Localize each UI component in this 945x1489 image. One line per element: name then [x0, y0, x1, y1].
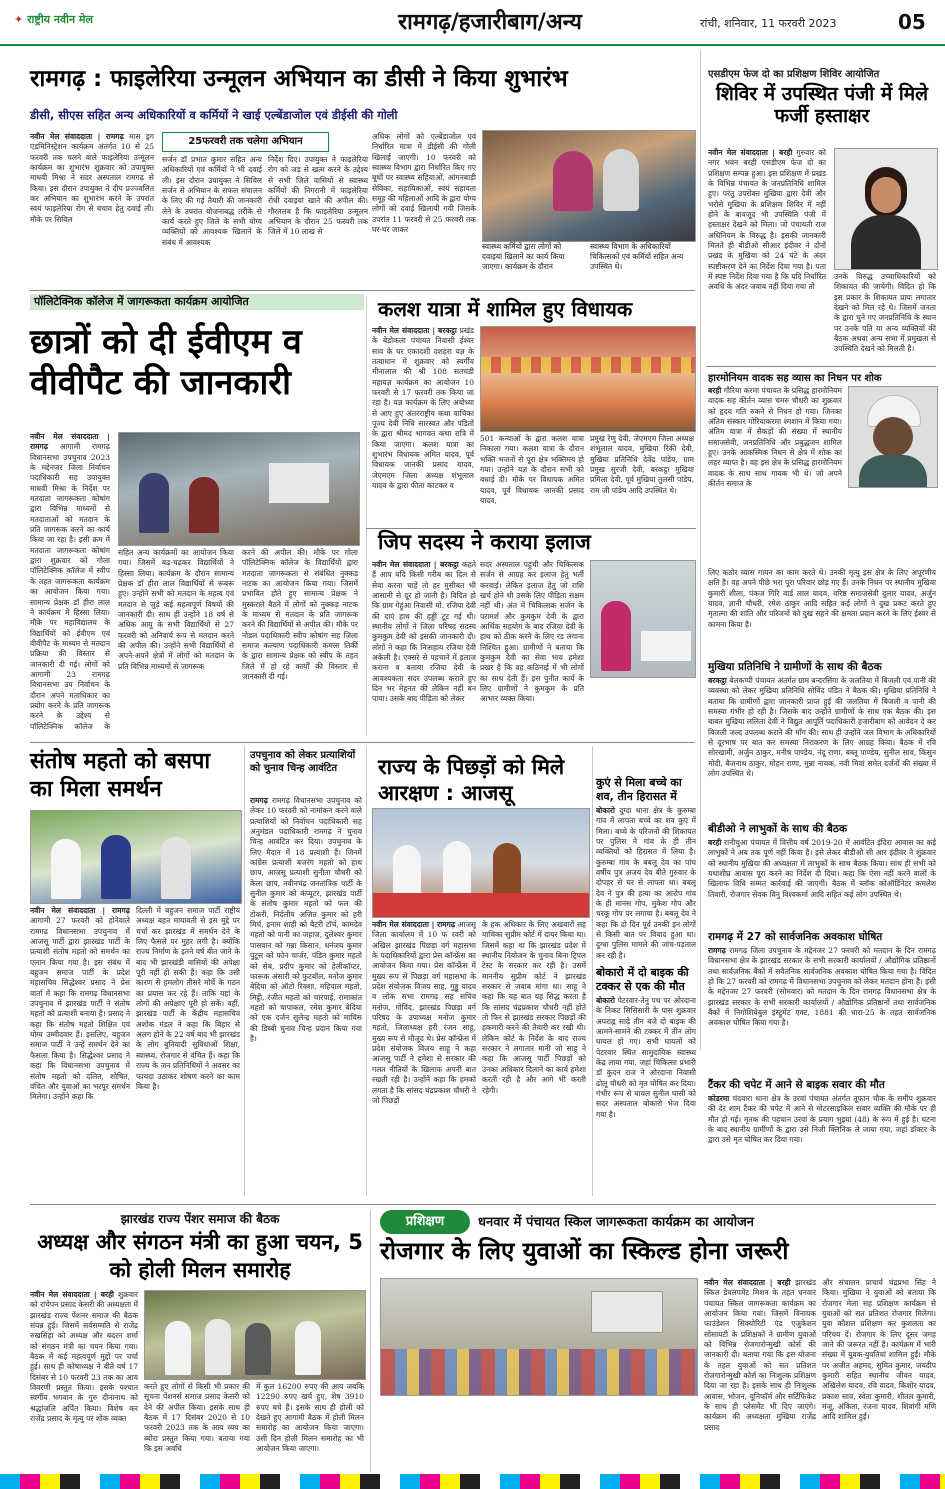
story2-text-left: नवीन मेल संवाददाता | बरही गुरुवार को नगर भवन बरही एसडीएम फेज दो का प्रशिक्षण सम्पन्न हुआ। इस प्रशिक्षण में प्रखंड के विभिन्न पंचायत के जनप्रतिनिधि शामिल हुए। परंतु उपरोक्त मुखिया द्वारा देवी और भरोसे मुखिया के प्रशिक्षण शिविर में नहीं होने के बावजूद भी उपस्थिति पंजी में हस्ताक्षर देखने को मिला। जो पंचायती राज अधिनियम के विरुद्ध है। इसकी जानकारी मिलते ही बीडीओ सीआर इंदीवर ने दोनों प्रखंड के मुखिया को 24 घंटे के अंदर स्पष्टीकरण देने का निर्देश दिया गया है। पता में स्पष्ट निर्देश दिया गया है कि यदि निर्धारित अवधि के अंदर जवाब नहीं दिया गया तो	[708, 148, 826, 292]
story16-col1: नवीन मेल संवाददाता | बरही शुक्रवार को रांचेपन प्रसाद केसरी की अध्यक्षता में झारखंड राज्य पेंशनर समाज की बैठक संपन्न हुई। जिसमें सर्वसम्मति से राजेंद्र रुखसिंहा को अध्यक्ष और बदरन शर्मा को संगठन मंत्री का चयन किया गया। बैठक में कई महत्वपूर्ण मुद्दों पर चर्चा हुई। साथ ही कोषाध्यक्ष ने बीते वर्ष 17 दिसंबर से 10 फरवरी 23 तक का आय विवरणी प्रस्तुत किया। इसके पश्चात स्वर्गीय भगवान के गुरु दीनानाथ को श्रद्धांजलि अर्पित किया। विशेष कर राजेंद्र प्रसाद के मृत्यु पर शोक व्यक्त	[30, 1290, 138, 1424]
story17-photo	[380, 1278, 698, 1396]
story17-tag: प्रशिक्षण	[380, 1210, 470, 1234]
story1-caption1: स्वास्थ्य कर्मियों द्वारा लोगों को दवाइयां खिलाने का कार्य किया जाएगा। कार्यक्रम के दौरान	[482, 242, 565, 271]
story15-text: बोकारो पेटरवार-तेनु पथ पर ओरदाना के निकट सिसिसारी के पास शुक्रवार अपराह्न साढ़े तीन बजे दो बाइक की आमने-सामने की टक्कर में तीन लोग घायल हो गए। सभी घायलों को पेटरवार स्थित सामुदायिक स्वास्थ्य केंद्र लाया गया, जहां चिकित्सा प्रभारी डॉ कुंदन राज ने ओरदाना निवासी ढोलू चौधरी को मृत घोषित कर दिया। गंभीर रूप से घायल सुनील घासी को सदर अस्पताल बोकारो भेज दिया गया है।	[596, 996, 696, 1119]
story5-kicker: हारमोनियम वादक सह व्यास का निधन पर शोक	[708, 373, 882, 384]
bird-icon: ✦	[14, 13, 24, 26]
story4-col1: नवीन मेल संवाददाता | बरकट्ठा प्रखंड के बेडोकला पंचायत निवासी ईश्वर साव के घर एकादशी दशहरा यज्ञ के तत्वाधान में शुक्रवार को स्वर्गीय मीनालाल की श्री 108 सतचंडी महायज्ञ कार्यक्रम का आयोजन 10 फरवरी से 17 फरवरी तक किया जा रहा है। यज्ञ कार्यक्रम के लिए अयोध्या से आए हुए अंतरराष्ट्रीय कथा वाचिका पूज्य देवी निधि सारस्वत और पंडितों के द्वारा श्रीमद भागवत कथा रात्रि में किया जाएगा। कलश यात्रा का शुभारंभ विधायक अमित यादव, पूर्व विधायक जानकी प्रसाद यादव, जेएमएम जिला अध्यक्ष शंभूलाल यादव के द्वारा फीता काटकर व	[372, 326, 474, 491]
story9-text: कोडरमा चंदवारा थाना क्षेत्र के उरवां पंचायत अंतर्गत तूफान चौक के समीप शुक्रवार की देर शाम टैंकर की चपेट में आने से मोटरसाइकिल सवार व्यक्ति की मौके पर ही मौत हो गई। मृतक की पहचान उरवां के प्रयाग भुइयां (48) के रूप में हुई है। घटना के बाद स्थानीय ग्रामीणों के द्वारा उसे निजी क्लिनिक ले जाया गया, जहां डॉक्टर के द्वारा उसे मृत घोषित कर दिया गया।	[708, 1094, 936, 1145]
story13-photo	[372, 808, 590, 918]
story4-col2: 501 कन्याओं के द्वारा कलश यात्रा निकाला गया। कलश यात्रा के दौरान भक्ति भजनों से पूरा क्षेत्र भक्तिमय हो गया। उन्होंने यज्ञ के दौरान सभी को बधाई दी। मौके पर विधायक अमित यादव, पूर्व विधायक जानकी प्रसाद यादव,	[480, 434, 584, 506]
story1-photo	[482, 130, 696, 242]
masthead-dateline: रांची, शनिवार, 11 फरवरी 2023	[700, 17, 837, 30]
story2-headline: शिविर में उपस्थित पंजी में मिले फर्जी हस्ताक्षर	[716, 83, 928, 127]
story17-headline: रोजगार के लिए युवाओं का स्किल्ड होना जरूरी	[380, 1237, 789, 1265]
story16-headline: अध्यक्ष और संगठन मंत्री का हुआ चयन, 5 को होली मिलन समारोह	[37, 1230, 363, 1283]
story16-kicker: झारखंड राज्य पेंशर समाज की बैठक	[120, 1212, 280, 1226]
story17-kicker: धनवार में पंचायत स्किल जागरूकता कार्यक्रम का आयोजन	[478, 1215, 755, 1230]
masthead	[0, 0, 945, 46]
story3-kicker: पॉलिटेक्निक कॉलेज में जागरूकता कार्यक्रम आयोजित	[30, 294, 364, 310]
story5-text-top: बरही गौरिया करमा पंचायत के प्रसिद्ध हारमोनियम वादक सह कीर्तन व्यास चमरु चौधरी का शुक्रवार को हृदय गति रुकने से निधन हो गया। जिनका अंतिम संस्कार गोरियाकरमा श्मशान में किया गया। अंतिम यात्रा में सैकड़ों की संख्या में स्थानीय समाजसेवी, जनप्रतिनिधि और प्रबुद्धजन शामिल हुए। उनके आकस्मिक निधन से क्षेत्र में शोक का लहर व्याप्त है। वह इस क्षेत्र के प्रसिद्ध हारमोनियम वादक के साथ साथ गायक भी थे। जो अपने कीर्तन समाज के	[708, 386, 842, 489]
story2-kicker: एसडीएम फेज दो का प्रशिक्षण शिविर आयोजित	[708, 69, 880, 80]
story17-col1: नवीन मेल संवाददाता | बरही झारखंड स्किल डेवलपमेंट मिशन के तहत धनवार पंचायत स्किल जागरूकता कार्यक्रम का आयोजन किया गया। जिसमें विनायक फाउंडेशन सिक्योरिटी एंड एजुकेशन सोसायटी के प्रशिक्षकों ने ग्रामीण युवाओं को विभिन्न रोजगारोन्मुखी कोर्स की जानकारी दी। बताया गया कि इस योजना के तहत युवाओं को सत प्रतिशत रोजगारोन्मुखी कोर्स का निःशुल्क प्रशिक्षण दिया जा रहा है। इसके साथ ही निःशुल्क आवास, भोजन, यूनिफॉर्म और सर्टिफिकेट के साथ ही प्लेसमेंट भी दिए जाएंगे। कार्यक्रम की अध्यक्षता मुखिया राजेंद्र प्रसाद	[704, 1278, 816, 1432]
story10-col1: नवीन मेल संवाददाता | बरकट्ठा कहते हैं आप यदि किसी गरीब का दिल से सेवा करना चाहें तो हर मुसीबत भी आसानी से दूर हो जाती है। विदित हो कि ग्राम गेहुंआ निवासी मो. रजिया देवी की दाएं हाथ की हड्डी टूट गई थी। स्थानीय लोगों ने जिला परिषद सदस्य कुमकुम देवी को इसकी जानकारी दी। लोगों ने कहा कि निःसहाय रजिया देवी अकेली है। एक्सरे से पहचाने में इलाज कराना व बताया रजिया देवी के आवश्यकता सदर उपलब्ध कराते हुए दिन भर मेहनत की लेकिन नहीं बन पाया। उसके बाद पीड़िता को लेकर	[372, 560, 476, 704]
story4-col3: प्रमुख रेणु देवी, जेएमएम जिला अध्यक्ष शंभूलाल यादव, मुखिया रिंकी देवी, मुखिया प्रतिनिधि देवेंद्र पांडेय, ग्राम प्रमुख सुरजी देवी, बरकट्ठा मुखिया प्रमिला देवी, पूर्व मुखिया तुलसी पांडेय, राम जी पांडेय आदि उपस्थित थे।	[590, 434, 694, 495]
story3-col3: करने की अपील की। मौके पर गोला पॉलिटेक्निक कॉलेज के विद्यार्थियों द्वारा मतदाता जागरूकता से संबंधित नुक्कड़ नाटक का आयोजन किया गया। जिसमें प्रभावित होते हुए सामान्य प्रेक्षक ने मुस्कराते बैठने में लोगों को नुक्कड़ नाटक के माध्यम से मतदान के प्रति जागरूक करने की विद्यार्थियों से अपील की। मौके पर नोडल पदाधिकारी स्वीप कोषांग सह जिला समाज कल्याण पदाधिकारी कमला तिर्की के द्वारा सामान्य प्रेक्षक को स्वीप के तहत जिले में हो रहे कार्यों की विस्तार से जानकारी दी गई।	[242, 548, 358, 682]
story13-headline: राज्य के पिछड़ों को मिले आरक्षण : आजसू	[378, 755, 565, 806]
story17-col2: और संचालन प्राचार्य चंद्रप्रभा सिंह ने किया। मुखिया ने युवाओं को बताया कि रोजगार मेला सह प्रशिक्षण कार्यक्रम से युवाओं को सत प्रतिशत रोजगार मिलेगा। युवा कौशल प्रशिक्षण कर कुशलता का परिचय दें। रोजगार के लिए दूसर जगह जाने की जरूरत नहीं है। कार्यक्रम में भारी संख्या में युवक-युवतियां शामिल हुईं। मौके पर अजीत अहमद, सुमित कुमार, जयदीप कुमारी सहित स्थानीय जीवन यादव, अखिलेश यादव, रवि यादव, किशोर यादव, प्रकाश साव, स्वेता कुमारी, शीतल कुमारी, मंजू, अंकिता, रंजना यादव, शिवांगी मणि आदि शामिल हुईं।	[822, 1278, 936, 1422]
masthead-logo: ✦ राष्ट्रीय नवीन मेल	[14, 13, 93, 26]
story9-kicker: टैंकर की चपेट में आने से बाइक सवार की मौत	[708, 1079, 885, 1091]
story13-col1: नवीन मेल संवाददाता | रामगढ़ आजसू जिला कार्यालय में 10 फ रवरी को अखिल झारखंड पिछड़ा वर्ग महासभा के पदाधिकारियों द्वारा प्रेस कॉन्फ्रेंस का आयोजन किया गया। प्रेस कॉन्फ्रेंस में मुख्य रूप से पिछड़ा वर्ग महासभा के प्रदेश संयोजक विजय साह, गुड्डू यादव व लोक सभा रामगढ़ सह सचिव मनोज, गोविंद, झारखंड पिछड़ा वर्ग परिषद के उपाध्यक्ष मनोज कुमार महतो, जिलाध्यक्ष हरी रंजन साहू, मुख्य रूप से मौजूद थे। प्रेस कॉन्फ्रेंस में प्रदेश संयोजक विजय साहू ने कहा आजसू पार्टी ने हमेशा से सरकार की गलत नीतियों के खिलाफ अपनी बात रखती रही है। उन्होंने कहा कि हमको लगता है कि सांसद चंद्रप्रकाश चौधरी ने जो पिछड़ों	[372, 920, 476, 1105]
story8-text: रामगढ़ रामगढ़ जिला उपचुनाव के मद्देनजर 27 फरवरी को मतदान के दिन रामगढ़ विधानसभा क्षेत्र के झारखंड सरकार के सभी सरकारी कार्यालयों / औद्योगिक प्रतिष्ठानों तथा सार्वजनिक बैंकों में सवैतनिक सार्वजनिक अवकाश घोषित किया गया है। विदित हो कि 27 फरवरी को रामगढ़ में विधानसभा उपचुनाव को लेकर मतदान होना है। इसी के मद्देनजर 27 फरवरी (सोमवार) को मतदान के दिन रामगढ़ विधानसभा क्षेत्र के झारखंड सरकार के सभी सरकारी कार्यालयों / औद्योगिक प्रतिष्ठानों तथा सार्वजनिक बैंकों में निगोशियेबुल इंस्ट्रूमेंट एक्ट, 1881 की धारा-25 के तहत सार्वजनिक अवकाश घोषित किया गया है।	[708, 946, 936, 1028]
story5-photo	[848, 386, 938, 488]
story5-text-bottom: लिए कठोर व्यास गायन का काम करते थे। उनकी मृत्यु इस क्षेत्र के लिए अपूरणीय क्षति है। वह अपने पीछे भरा पूरा परिवार छोड़ गए हैं। उनके निधन पर स्थानीय मुखिया कुमारी शीला, पंकज गिरि वार्ड लाल यादव, वरिष्ठ समाजसेवी दुलार यादव, अर्जुन यादव, ज्ञानी चौधरी, रमेश ठाकुर आदि सहित कई लोगों ने दुख प्रकट करते हुए मृतात्मा की शांति और परिजनों को दुख सहने की क्षमता प्रदान करने के लिए ईश्वर से कामना किया है।	[708, 568, 936, 629]
story3-col2: सहित अन्य कार्यक्रमों का आयोजन किया गया। जिसमें बढ़-चढ़कर विद्यार्थियों ने हिस्सा लिया। कार्यक्रम के दौरान सामान्य प्रेक्षक डॉ हीरा लाल विद्यार्थियों से रूबरू हुए। उन्होंने सभी को मतदान के महत्व एवं मतदान से जुड़े कई महत्वपूर्ण विषयों की जानकारी दी। साथ ही उन्होंने 18 वर्ष से अधिक आयु के सभी विद्यार्थियों से 27 फरवरी को अनिवार्य रूप से मतदान करने की अपील की। उन्होंने सभी विद्यार्थियों से अपने-अपने क्षेत्रों में लोगों को मतदान के प्रति विभिन्न माध्यमों से जागरूक	[118, 548, 234, 671]
registration-strip	[0, 1474, 945, 1489]
story1-col1: नवीन मेल संवाददाता | रामगढ़ मास ड्रग एडमिनिस्ट्रेशन कार्यक्रम अंतर्गत 10 से 25 फरवरी तक चलने वाले फाइलेरिया उन्मूलन कार्यक्रम का शुभारंभ शुक्रवार को उपायुक्त माधवी मिश्रा ने सदर अस्पताल रामगढ़ से किया। इस दौरान उपायुक्त ने दीप प्रज्ज्वलित कर अभियान का शुभारंभ करने के उपरांत स्वयं फाइलेरिया रोग से बचाव हेतु दवाई ली। मौके पर सिविल	[30, 132, 154, 224]
story16-photo	[144, 1290, 366, 1380]
story11-col1: नवीन मेल संवाददाता | रामगढ़ आगामी 27 फरवरी को होनेवाले रामगढ़ विधानसभा उपचुनाव में आजसू पार्टी द्वारा झारखंड पार्टी के प्रत्याशी संतोष महतो को समर्थन का एलान किया गया है। इस संबंध में बहुजन समाज पार्टी के प्रदेश महासचिव सिद्धेश्वर प्रसाद ने प्रेस वार्ता में कहा कि रामगढ़ विधानसभा उपचुनाव में झारखंड पार्टी ने संतोष महतो को प्रत्याशी बनाया है। प्रसाद ने कहा कि संतोष महतो शिक्षित एवं योग्य उम्मीदवार हैं। इसलिए, बहुजन समाज पार्टी ने उन्हें समर्थन देने का फैसला किया है। सिद्धेश्वर प्रसाद ने कहा कि विधानसभा उपचुनाव में संतोष महतो को दलित, शोषित, वंचित और युवाओं का भरपूर समर्थन मिलेगा। उन्होंने कहा कि	[30, 906, 130, 1102]
story14-text: बोकारो दुग्दा थाना क्षेत्र के कुरुम्बा गांव में लापता बच्चे का शव कुएं में मिला। बच्चे के परिजनों की शिकायत पर पुलिस ने गांव के ही तीन व्यक्तियों को हिरासत में लिया है। कुरुम्बा गांव के बबलू देव का पांच वर्षीय पुत्र अजय देव बीते गुरुवार के दोपहर से घर से लापता था। बबलू देव ने पुत्र की हत्या का आरोप गांव के ही मानस गोप, मुकेश गोप और चरकू गोप पर लगाया है। बबलू देव ने कहा कि दो दिन पूर्व उनकी इन लोगों से किसी बात पर विवाद हुआ था। दुग्धा पुलिस मामले की जांच-पड़ताल कर रही है।	[596, 806, 696, 960]
story3-headline: छात्रों को दी ईवीएम व वीवीपैट की जानकारी	[30, 322, 302, 403]
story1-col4: अधिक लोगों को एल्बेंडाजोल एवं निर्धारित मात्रा में डीईसी की गोली खिलाई जाएगी। 10 फरवरी को स्वास्थ्य विभाग द्वारा निर्धारित किए गए बूथों पर स्वास्थ्य सहियाओं, आंगनबाड़ी सेविका, सहायिकाओं, स्वयं सहायता समूह की महिलाओं आदि के द्वारा योग्य लोगों को दवाई खिलायी गयी जिसके उपरांत 11 फरवरी से 25 फरवरी तक घर-घर जाकर	[372, 132, 476, 235]
story1-box-title: 25फरवरी तक चलेगा अभियान	[162, 132, 329, 152]
story2-photo	[834, 148, 938, 270]
story1-col2: सर्जन डॉ प्रभात कुमार सहित अन्य अधिकारियों एवं कर्मियों ने भी दवाई ली। इस दौरान उपायुक्त ने सिविल सर्जन से अभियान के सफल संचालन के लिए की गई तैयारी की जानकारी लेने के उपरांत योजनाबद्ध तरीके से कार्य करते हुए जिले के सभी योग्य व्यक्तियों को आवश्यक खिलाने के संबंध में आवश्यक	[162, 155, 262, 247]
story16-col3: में कुल 16200 रुपए की आय जबकि 12290 रुपए खर्च हुए, शेष 3910 रुपए बचे हैं। इसके साथ ही होली को देखते हुए आगामी बैठक में होली मिलन समारोह का आयोजन किया जाएगा। उसी दिन होली मिलन समारोह का भी आयोजन किया जाएगा।	[256, 1382, 364, 1454]
story6-kicker: मुखिया प्रतिनिधि ने ग्रामीणों के साथ की बैठक	[708, 661, 882, 673]
story4-photo	[480, 326, 696, 432]
story14-headline: कुएं से मिला बच्चे का शव, तीन हिरासत में	[596, 776, 682, 803]
story15-headline: बोकारो में दो बाइक की टक्कर से एक की मौत	[596, 966, 689, 993]
story1-caption2: स्वास्थ्य विभाग के अधिकारियों चिकित्सकों एवं कर्मियों सहित अन्य उपस्थित थे।	[590, 242, 684, 271]
story11-photo	[30, 810, 242, 904]
section-title: रामगढ़/हजारीबाग/अन्य	[398, 10, 582, 35]
story10-photo	[590, 560, 696, 678]
story10-headline: जिप सदस्य ने कराया इलाज	[378, 530, 591, 554]
story12-col1: रामगढ़ रामगढ़ विधानसभा उपचुनाव को लेकर 10 फरवरी को नामांकन करने वाले प्रत्याशियों को निर्वाचन पदाधिकारी सह अनुमंडल पदाधिकारी रामगढ़ ने चुनाव चिन्ह आवंटित कर दिया। उपचुनाव के लिए मैदान में 18 प्रत्याशी हैं। जिनमें कांग्रेस प्रत्याशी बजरंग महतो को हाथ छाप, आजसू प्रत्याशी सुनीता चौधरी को केला छाप, नवीनचंद्र जनतांत्रिक पार्टी के सुनील कुमार को कंप्यूटर, झारखंड पार्टी के संतोष कुमार महतो को फल की टोकरी, निर्दलीय अजित कुमार को हरी मिर्च, इनाम शाही को बैटरी टॉर्च, कामदेव महतो को पानी का जहाज, दुलेश्वर कुमार पासवान को गन्ना किसान, धनंजय कुमार पुटूस को फोन चार्जर, पंडित कुमार महतो को सेब, प्रदीप कुमार को हेलीकॉप्टर, फारूक अंसारी को फुटबॉल, मनोज कुमार बेदिया को ऑटो रिक्शा, महिपाल महतो, मिट्ठी, रंजीत महतो को चारपाई, रामाकांत महतो को चापाकल, रमेश कुमार बेदिया को एक दर्जन सुलेन्द्र महतो को माचिस की डिब्बी चुनाव चिन्ह प्रदान किया गया है।	[250, 796, 362, 1043]
story10-col2: सदर अस्पताल पहुंची और चिकित्सक सर्जन से आग्रह कर इलाज हेतु भर्ती करवाई। लेकिन इलाज हेतु जो राशि खर्च होने थी उसके लिए पीड़िता सक्षम नहीं थी। अंत में चिकित्सक सर्जन के परामर्श और कुमकुम देवी के द्वारा आर्थिक सहयोग के बाद रजिया देवी के हाथ को ठीक करने के लिए रड लगाना निश्चित हुआ। ग्रामीणों ने बताया कि कुमकुम देवी का सेवा भाव हमेशा प्रखर है कि वह कठिनाई में भी लोगों का साथ देती हैं। इस पुनीत कार्य के लिए ग्रामीणों ने कुमकुम के प्रति आभार व्यक्त किया।	[480, 560, 584, 704]
story3-photo	[118, 432, 360, 546]
story11-headline: संतोष महतो को बसपा का मिला समर्थन	[30, 749, 211, 802]
story1-subhead: डीसी, सीएस सहित अन्य अधिकारियों व कर्मियों ने खाई एल्बेंडाजोल एवं डीईसी की गोली	[30, 108, 398, 122]
story11-col2: दिल्ली में बहुजन समाज पार्टी राष्ट्रीय अध्यक्ष बहन मायावती से इस मुद्दे पर चर्चा कर झारखंड में समर्थन देने के लिए फैसले पर मुहर लगी है। क्योंकि राज्य निर्माण के इतने वर्ष बीत जाने के बाद भी झारखंडी वासियों की अपेक्षा पूरी नहीं हो सकी हैं। कहा कि उसी कारण से हमलोग तीसरे मोर्चे के गठन का प्रयास कर रहे हैं। ताकि यहां के लोगों की अपेक्षाएं पूरी हो सकें। वहीं, झारखंड पार्टी के केंद्रीय महासचिव अशोक मंडल ने कहा कि बिहार से अलग होने के 22 वर्ष बाद भी झारखंड के लोग बुनियादी सुविधाओं शिक्षा, स्वास्थ्य, रोजगार से वंचित हैं। कहा कि राज्य के जन प्रतिनिधियों ने अवसर का फायदा उठाकर शोषण करने का काम किया है।	[136, 906, 240, 1091]
story1-col3: निर्देश दिए। उपायुक्त ने फाइलेरिया रोग को जड़ से खत्म करने के उद्देश्य से सभी जिले वासियों से स्वास्थ्य कर्मियों की निगरानी में फाइलेरिया रोधी दवाइयां खाने की अपील की। गौरतलब है कि फाइलेरिया उन्मूलन अभियान के दौरान 25 फरवरी तक जिले में 10 लाख से	[268, 155, 368, 237]
story7-kicker: बीडीओ ने लाभुकों के साथ की बैठक	[708, 823, 848, 835]
story13-col2: के हक अधिकार के लिए अखबारों सह याचिका सुप्रीम कोर्ट में दायर किया था। जिसमें कहा था कि झारखंड प्रदेश में स्थानीय नियोजन के चुनाव बिना ट्रिपल टेस्ट के सरकार कर रही है। उसमें माननीय सुप्रीम कोर्ट ने झारखंड सरकार से जवाब मांगा था। साहू ने कहा कि यह बात यह सिद्ध करता है कि सांसद चंद्रप्रकाश चौधरी नहीं होते तो फिर से झारखंड सरकार पिछड़ों की हकमारी करने की तैयारी कर रखी थी। लेकिन कोर्ट के निर्देश के बाद राज्य सरकार ने लगातार मानी जो साहू ने कहा कि आजसू पार्टी पिछड़ों को उनका अधिकार दिलाने का कार्य हमेशा करती रही है और आगे भी करती रहेगी।	[482, 920, 586, 1095]
story16-col2: करते हुए लोगों से किसी भी प्रकार की सूचना पेंशनर्स समाज प्रसाद केसरी को देने की अपील किया। इसके साथ ही बैठक में 17 दिसंबर 2020 से 10 फरवरी 2023 तक के आय व्यय का ब्योरा प्रस्तुत किया गया। बताया गया कि इस अवधि	[144, 1382, 250, 1454]
story6-text: बरकट्ठा बेलकप्पी पंचायत अंतर्गत ग्राम बन्दरसिंगा के जलतिया में बिजली एवं पानी की व्यवस्था को लेकर मुखिया प्रतिनिधि सोविंद पंडित ने बैठक की। मुखिया प्रतिनिधि ने बताया कि ग्रामीणों द्वारा जानकारी प्राप्त हुई की जलतिया में बिजली व पानी की समस्या गंभीर हो रही है। जिसके बाद उन्होंने ग्रामीणों के साथ एक बैठक की। इस बाबत मुखिया ललिता देवी ने विद्युत आपूर्ति पदाधिकारी हजारीबाग को आवेदन दे कर बिजली जल्द उपलब्ध कराने की माँग की। साथ ही उन्होंने जल विभाग के अधिकारियों से दूरभाष पर बात कर समस्या निराकरण के लिए आग्रह किया। बैठक में रवि सोरखामी, अर्जुन ठाकुर, मनीष पाण्डेय, नंदू राणा, बब्लू पाण्डेय, सुनील साव, किसुन मोदी, बैजनाथ ठाकुर, मोहन राणा, मुन्ना नायक, नवी मियां समेत दर्जनों की संख्या में लोग उपस्थित थे।	[708, 676, 936, 779]
story1-headline: रामगढ़ : फाइलेरिया उन्मूलन अभियान का डीसी ने किया शुभारंभ	[30, 66, 568, 92]
story4-headline: कलश यात्रा में शामिल हुए विधायक	[378, 297, 633, 321]
story3-col1: नवीन मेल संवाददाता | रामगढ़ आगामी रामगढ़ विधानसभा उपचुनाव 2023 के मद्देनजर जिला निर्वाचन पदाधिकारी सह उपायुक्त माधवी मिश्रा के निर्देश पर मतदाता जागरूकता कोषांग द्वारा विभिन्न माध्यमों से मतदाताओं को मतदान के प्रति जागरूक करने का कार्य किया जा रहा है। इसी क्रम में मतदाता जागरूकता कोषांग द्वारा शुक्रवार को गोला पॉलिटेक्निक कॉलेज में स्वीप के तहत जागरूकता कार्यक्रम का आयोजन किया गया। सामान्य प्रेक्षक डॉ हीरा लाल ने कार्यक्रम में हिस्सा लिया। मौके पर महाविद्यालय के विद्यार्थियों को ईवीएम एवं वीवीपैट के माध्यम से मतदान प्रक्रिया की विस्तार से जानकारी दी गई। लोगों को आगामी 23 रामगढ़ विधानसभा उप निर्वाचन के दौरान अपने मताधिकार का प्रयोग करने के प्रति जागरूक करने के उद्देश्य से पॉलिटेक्निक कॉलेज के	[30, 432, 110, 731]
page-number: 05	[898, 10, 926, 34]
story2-text-right: उनके विरुद्ध उच्चाधिकारियों को शिकायत की जायेगी। विदित हो कि इस प्रकार के शिकायत प्रायः लगातार देखने को मिल रहे थे। जिसमें जनता के द्वारा चुने गए जनप्रतिनिधि के स्थान पर उनके पति या अन्य व्यक्तियों की बैठक अथवा अन्य सभा में प्रमुखता से उपस्थिति देखने को मिलती है।	[834, 272, 936, 354]
story8-kicker: रामगढ़ में 27 को सार्वजनिक अवकाश घोषित	[708, 931, 883, 943]
story7-text: बरही रानीचुआ पंचायत में वित्तीय वर्ष 2019-20 में आवंटित इंदिरा आवास का कई लाभुकों ने अब तक पूर्ण नहीं किया है। इसे लेकर बीडीओ सी आर इंदीवर ने शुक्रवार को स्थानीय मुखिया की अध्यक्षता में लाभुकों के साथ बैठक किया। साथ ही सभी को यथाशीघ्र आवास पूरा करने का निर्देश दी दिया। कहा कि ऐसा नहीं करने वालों के खिलाफ विधि सम्मत कार्रवाई की जाएगी। बैठक में ब्लॉक कोऑर्डिनेटर कमलेश तिवारी, रोजगार सेवक विनु विश्वकर्मा आदि सहित कई लोग उपस्थित थे।	[708, 838, 936, 899]
story12-kicker: उपचुनाव को लेकर प्रत्याशियों को चुनाव चिन्ह आवंटित	[250, 750, 356, 774]
